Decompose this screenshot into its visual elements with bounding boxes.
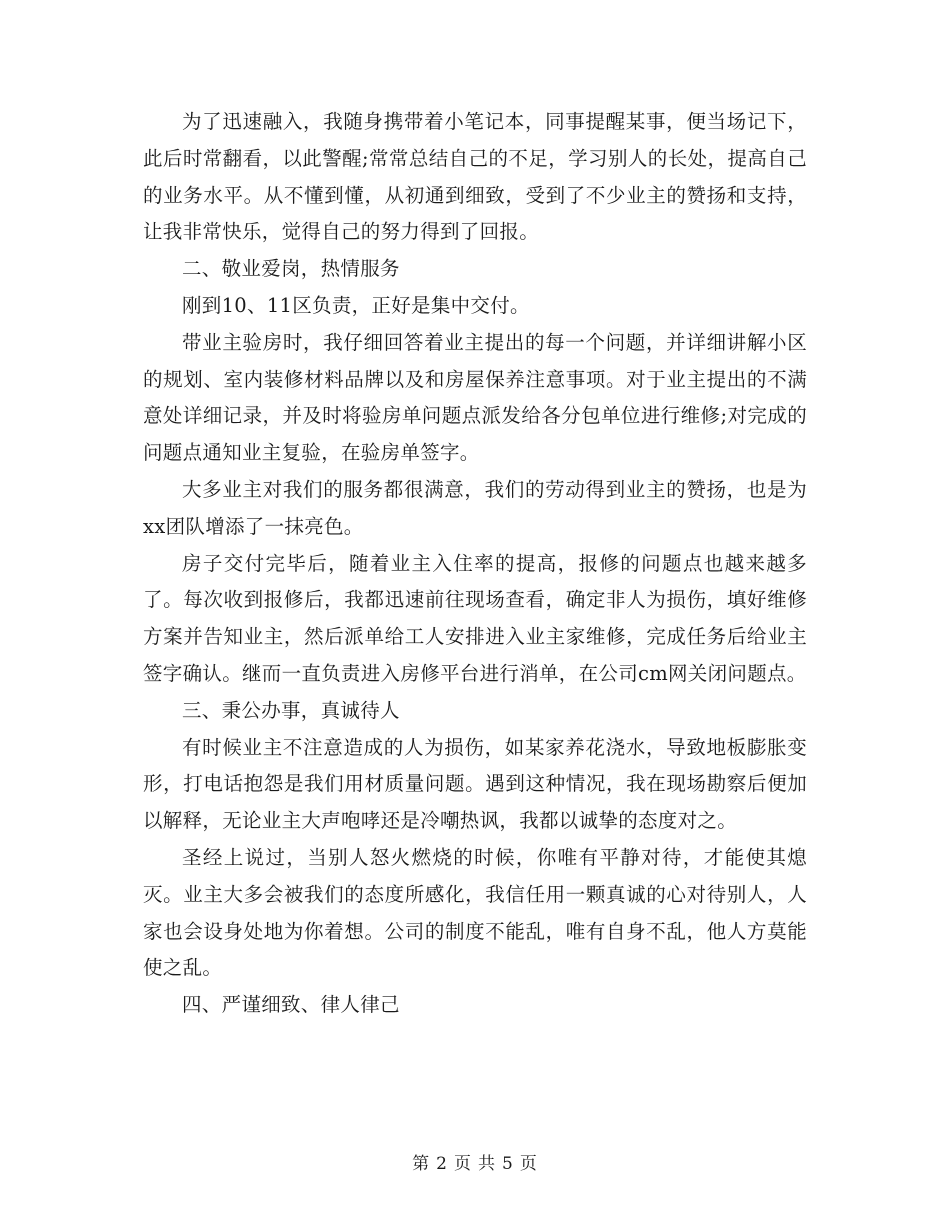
paragraph-1: 为了迅速融入，我随身携带着小笔记本，同事提醒某事，便当场记下，此后时常翻看，以此警醒;常常总结自己的不足，学习别人的长处，提高自己的业务水平。从不懂到懂，从初通到细致，受到了不少业主的赞扬和支持，让我非常快乐，觉得自己的努力得到了回报。 <box>143 110 807 244</box>
document-body <box>143 104 807 1024</box>
paragraph-5: 大多业主对我们的服务都很满意，我们的劳动得到业主的赞扬，也是为xx团队增添了一抹亮色。 <box>143 477 807 538</box>
paragraph-4: 带业主验房时，我仔细回答着业主提出的每一个问题，并详细讲解小区的规划、室内装修材料品牌以及和房屋保养注意事项。对于业主提出的不满意处详细记录，并及时将验房单问题点派发给各分包单位进行维修;对完成的问题点通知业主复验，在验房单签字。 <box>143 330 807 465</box>
section-heading-2: 二、敬业爱岗，热情服务 <box>182 257 400 281</box>
page-number-footer <box>0 1152 950 1176</box>
paragraph-3: 刚到10、11区负责，正好是集中交付。 <box>182 293 530 317</box>
section-heading-3: 三、秉公办事，真诚待人 <box>182 698 400 722</box>
footer-total-pages: 5 <box>502 1154 514 1174</box>
paragraph-8: 有时候业主不注意造成的人为损伤，如某家养花浇水，导致地板膨胀变形，打电话抱怨是我们用材质量问题。遇到这种情况，我在现场勘察后便加以解释，无论业主大声咆哮还是冷嘲热讽，我都以诚挚的态度对之。 <box>143 735 807 833</box>
footer-prefix: 第 <box>412 1154 431 1174</box>
paragraph-6: 房子交付完毕后，随着业主入住率的提高，报修的问题点也越来越多了。每次收到报修后，我都迅速前往现场查看，确定非人为损伤，填好维修方案并告知业主，然后派单给工人安排进入业主家维修，完成任务后给业主签字确认。继而一直负责进入房修平台进行消单，在公司cm网关闭问题点。 <box>143 551 807 685</box>
footer-total-unit: 页 <box>519 1154 538 1174</box>
footer-total-word: 共 <box>478 1154 496 1174</box>
footer-current-page: 2 <box>436 1154 448 1174</box>
footer-page-unit: 页 <box>454 1154 472 1174</box>
paragraph-9: 圣经上说过，当别人怒火燃烧的时候，你唯有平静对待，才能使其熄灭。业主大多会被我们的态度所感化，我信任用一颗真诚的心对待别人，人家也会设身处地为你着想。公司的制度不能乱，唯有自身不乱，他人方莫能使之乱。 <box>143 845 807 980</box>
section-heading-4: 四、严谨细致、律人律己 <box>182 993 400 1017</box>
